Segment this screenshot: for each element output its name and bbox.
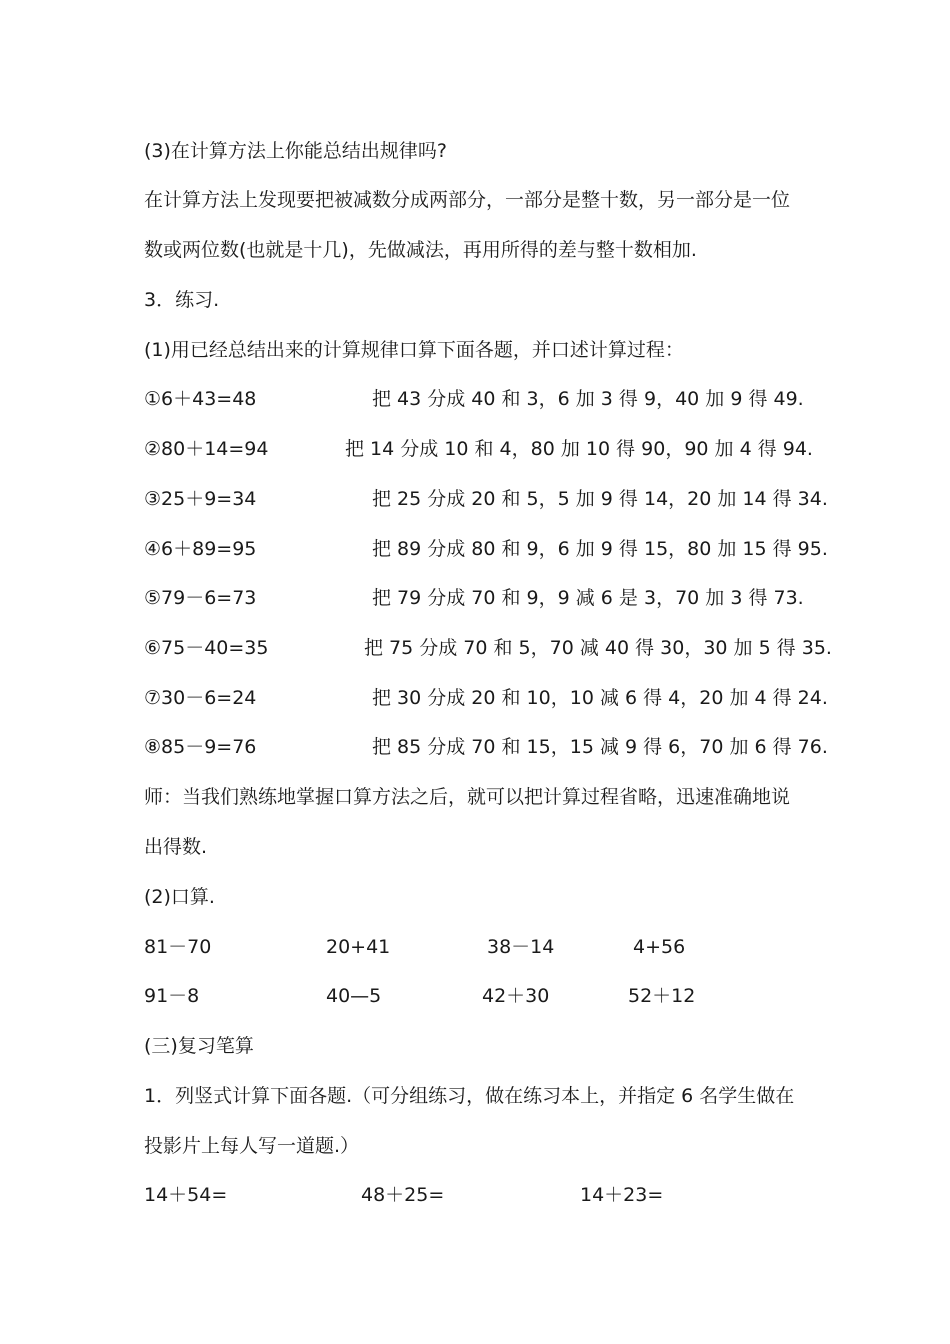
exercise-3-expression: ③25＋9=34 xyxy=(144,488,257,510)
practice-title: 3．练习. xyxy=(144,289,220,311)
written-item: 14＋23= xyxy=(580,1184,664,1206)
q3-answer-line-1: 在计算方法上发现要把被减数分成两部分，一部分是整十数，另一部分是一位 xyxy=(144,189,791,211)
oral-item: 20+41 xyxy=(326,936,391,958)
exercise-2-process: 把 14 分成 10 和 4，80 加 10 得 90，90 加 4 得 94. xyxy=(345,438,813,460)
oral-item: 38－14 xyxy=(487,936,555,958)
q3-answer-line-2: 数或两位数(也就是十几)，先做减法，再用所得的差与整十数相加. xyxy=(144,239,697,261)
written-item: 14＋54= xyxy=(144,1184,228,1206)
exercise-1-process: 把 43 分成 40 和 3，6 加 3 得 9，40 加 9 得 49. xyxy=(372,388,804,410)
written-instruction-line-2: 投影片上每人写一道题.） xyxy=(144,1135,360,1157)
exercise-5-expression: ⑤79－6=73 xyxy=(144,587,257,609)
oral-item: 42＋30 xyxy=(482,985,550,1007)
oral-item: 52＋12 xyxy=(628,985,696,1007)
practice-2-title: (2)口算. xyxy=(144,886,215,908)
exercise-6-expression: ⑥75－40=35 xyxy=(144,637,269,659)
oral-item: 40—5 xyxy=(326,985,382,1007)
exercise-2-expression: ②80＋14=94 xyxy=(144,438,269,460)
oral-item: 4+56 xyxy=(633,936,686,958)
exercise-6-process: 把 75 分成 70 和 5，70 减 40 得 30，30 加 5 得 35. xyxy=(364,637,832,659)
teacher-remark-line-2: 出得数. xyxy=(144,836,208,858)
written-item: 48＋25= xyxy=(361,1184,445,1206)
q3-title: (3)在计算方法上你能总结出规律吗? xyxy=(144,140,447,162)
exercise-8-expression: ⑧85－9=76 xyxy=(144,736,257,758)
exercise-1-expression: ①6＋43=48 xyxy=(144,388,257,410)
written-instruction-line-1: 1．列竖式计算下面各题.（可分组练习，做在练习本上，并指定 6 名学生做在 xyxy=(144,1085,795,1107)
practice-1-title: (1)用已经总结出来的计算规律口算下面各题，并口述计算过程： xyxy=(144,339,684,361)
teacher-remark-line-1: 师：当我们熟练地掌握口算方法之后，就可以把计算过程省略，迅速准确地说 xyxy=(144,786,791,808)
exercise-7-process: 把 30 分成 20 和 10，10 减 6 得 4，20 加 4 得 24. xyxy=(372,687,828,709)
exercise-8-process: 把 85 分成 70 和 15，15 减 9 得 6，70 加 6 得 76. xyxy=(372,736,828,758)
exercise-4-process: 把 89 分成 80 和 9，6 加 9 得 15，80 加 15 得 95. xyxy=(372,538,828,560)
exercise-3-process: 把 25 分成 20 和 5，5 加 9 得 14，20 加 14 得 34. xyxy=(372,488,828,510)
exercise-7-expression: ⑦30－6=24 xyxy=(144,687,257,709)
oral-item: 81－70 xyxy=(144,936,212,958)
exercise-5-process: 把 79 分成 70 和 9，9 减 6 是 3，70 加 3 得 73. xyxy=(372,587,804,609)
oral-item: 91－8 xyxy=(144,985,200,1007)
section-3-title: (三)复习笔算 xyxy=(144,1035,254,1057)
exercise-4-expression: ④6＋89=95 xyxy=(144,538,257,560)
